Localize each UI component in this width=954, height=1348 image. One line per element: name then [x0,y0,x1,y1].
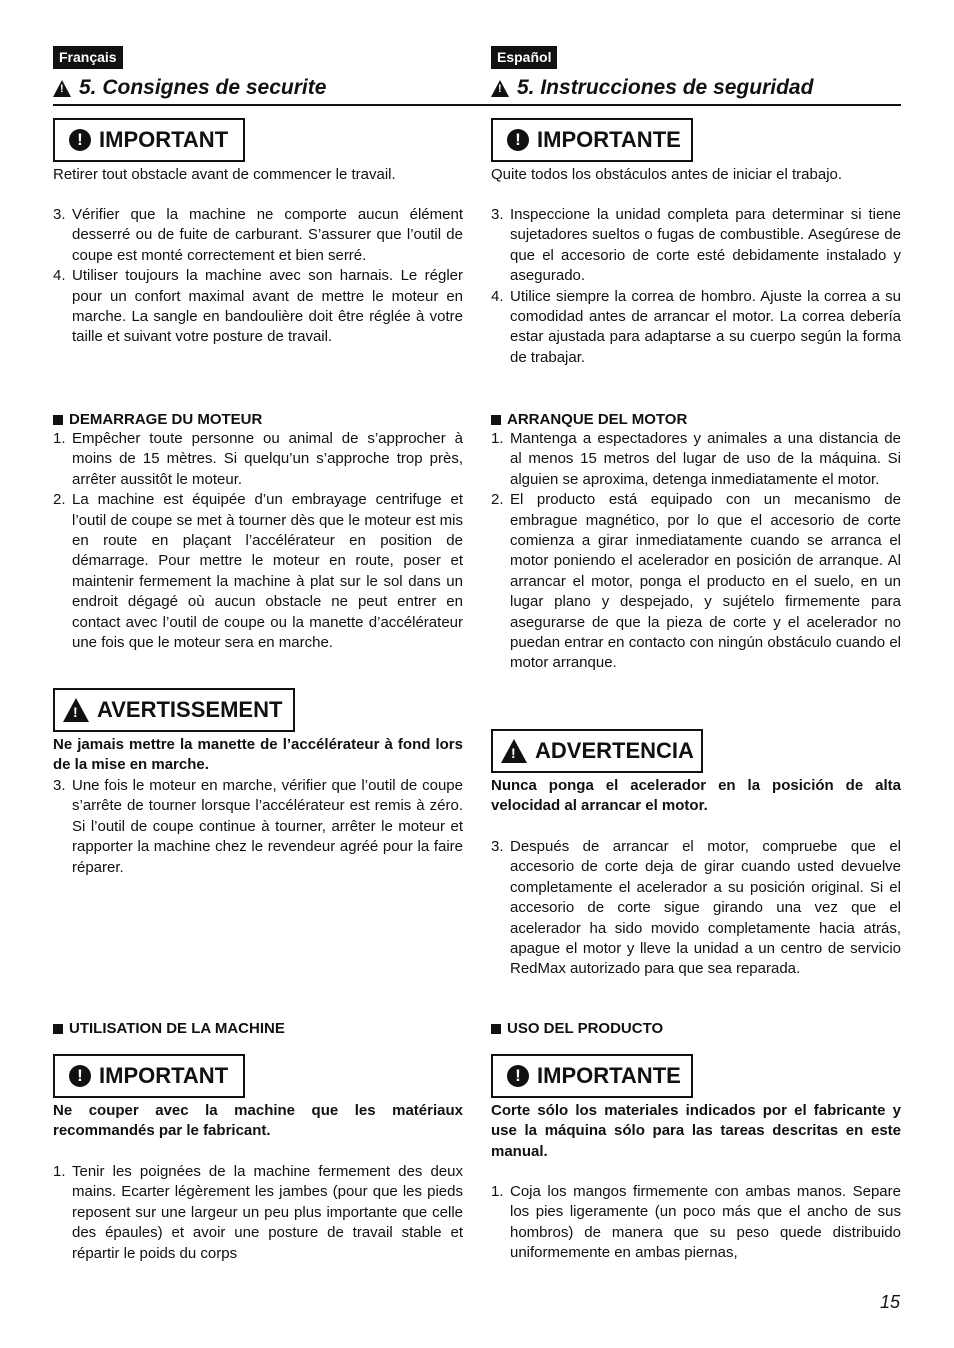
list-item: 1. Coja los mangos firmemente con ambas manos. Separe los pies ligeramente (un poco más que el ancho de sus hombros) de manera que su peso quede distribuido uniformemente en ambas piernas, [491,1183,901,1262]
list-item: 2. El producto está equipado con un mecanismo de embrague magnético, por lo que el accesorio de corte comienza a girar inmediatamente cuando se arranca el motor poniendo el acelerador en posición de arranque. Al arrancar el motor, ponga el producto en el suelo, en un lugar plano y despejado, y sujételo firmemente para asegurarse de que la pieza de corte y el acelerador no puedan entrar en contacto con ningún obstáculo cuando el motor arranque. [491,491,901,672]
warning-triangle-icon [63,698,89,722]
list-item: 1. Tenir les poignées de la machine fermement des deux mains. Ecarter légèrement les jambes (pour que les pieds reposent sur une largeur un peu plus importante que celle des épaules) et avoir une posture de travail stable et répartir le poids du corps [53,1163,463,1262]
warning-triangle-icon [501,739,527,763]
subhead-start-engine: ARRANQUE DEL MOTOR [491,410,901,430]
section-title: ! 5. Instrucciones de seguridad [491,75,901,101]
subhead-start-engine: DEMARRAGE DU MOTEUR [53,410,463,430]
intro-text: Retirer tout obstacle avant de commencer le travail. [53,166,396,183]
list-item: 4. Utiliser toujours la machine avec son harnais. Le régler pour un confort maximal avant de mettre le moteur en marche. La sangle en bandoulière doit être réglée à votre taille et suivant votre posture de travail. [53,267,463,346]
important-callout: ! IMPORTANTE [491,118,901,162]
language-tag: Español [491,46,557,69]
warning-callout: ! AVERTISSEMENT [53,688,463,732]
check-list [53,205,463,348]
subhead-use: UTILISATION DE LA MACHINE [53,1019,463,1039]
important-callout: ! IMPORTANT [53,1054,463,1098]
important-callout: ! IMPORTANT [53,118,463,162]
after-start-list [491,837,901,980]
list-item: 1. Empêcher toute personne ou animal de s’approcher à moins de 15 mètres. Si quelqu’un s’approche trop près, arrêter aussitôt le moteur. [53,430,463,488]
start-list [491,429,901,674]
list-item: 2. La machine est équipée d’un embrayage centrifuge et l’outil de coupe se met à tourner dès que le moteur est mis en route en plaçant l’accélérateur en position de démarrage. Pour mettre le moteur en route, poser et maintenir fermement la machine à plat sur le sol dans un endroit dégagé où aucun obstacle ne peut entrer en contact avec l’outil de coupe ou la manette d’accélérateur une fois que le moteur sera en marche. [53,491,463,652]
warning-text: Nunca ponga el acelerador en la posición de alta velocidad al arrancar el motor. [491,777,901,815]
exclamation-icon: ! [507,129,529,151]
list-item: 3. Vérifier que la machine ne comporte aucun élément desserré ou de fuite de carburant. S’assurer que l’outil de coupe est monté correctement et bien serré. [53,206,463,264]
subhead-use: USO DEL PRODUCTO [491,1019,901,1039]
check-list [491,205,901,368]
exclamation-icon: ! [69,129,91,151]
language-tag: Français [53,46,123,69]
use-text: Corte sólo los materiales indicados por el fabricante y use la máquina sólo para las tareas descritas en este manual. [491,1102,901,1160]
page-number: 15 [879,1292,900,1312]
spanish-column [491,46,901,1262]
section-title: ! 5. Consignes de securite [53,75,463,101]
use-text: Ne couper avec la machine que les matériaux recommandés par le fabricant. [53,1102,463,1140]
important-callout: ! IMPORTANTE [491,1054,901,1098]
after-start-list [53,776,463,878]
warning-triangle-icon [53,80,71,97]
intro-text: Quite todos los obstáculos antes de iniciar el trabajo. [491,166,843,183]
use-list [491,1182,901,1264]
use-list [53,1162,463,1264]
bullet-square-icon [53,415,63,425]
list-item: 4. Utilice siempre la correa de hombro. Ajuste la correa a su comodidad antes de arrancar el motor. La correa debería estar ajustada para adaptarse a su cuerpo según la forma de trabajar. [491,287,901,366]
header-rule [53,104,901,106]
list-item: 1. Mantenga a espectadores y animales a una distancia de al menos 15 metros del lugar de uso de la máquina. Si alguien se aproxima, detenga inmediatamente el motor. [491,430,901,488]
list-item: 3. Inspeccione la unidad completa para determinar si tiene sujetadores sueltos o fugas de combustible. Asegúrese de que el accesorio de corte esté debidamente instalado y asegurado. [491,206,901,285]
bullet-square-icon [53,1024,63,1034]
bullet-square-icon [491,415,501,425]
exclamation-icon: ! [507,1065,529,1087]
start-list [53,429,463,653]
list-item: 3. Después de arrancar el motor, compruebe que el accesorio de corte deja de girar cuando usted devuelve completamente el acelerador a su posición original. Si el accesorio de corte sigue girando una vez que el acelerador ha sido movido completamente hacia atrás, apague el motor y lleve la unidad a un centro de servicio RedMax autorizado para que sea reparada. [491,838,901,978]
warning-triangle-icon [491,80,509,97]
bullet-square-icon [491,1024,501,1034]
warning-callout: ! ADVERTENCIA [491,729,901,773]
french-column [53,46,463,1262]
list-item: 3. Une fois le moteur en marche, vérifier que l’outil de coupe s’arrête de tourner lorsque l’accélérateur est remis à zéro. Si l’outil de coupe continue à tourner, arrêter le moteur et rapporter la machine chez le revendeur agréé pour la faire réparer. [53,777,463,876]
warning-text: Ne jamais mettre la manette de l’accélérateur à fond lors de la mise en marche. [53,736,463,774]
exclamation-icon: ! [69,1065,91,1087]
